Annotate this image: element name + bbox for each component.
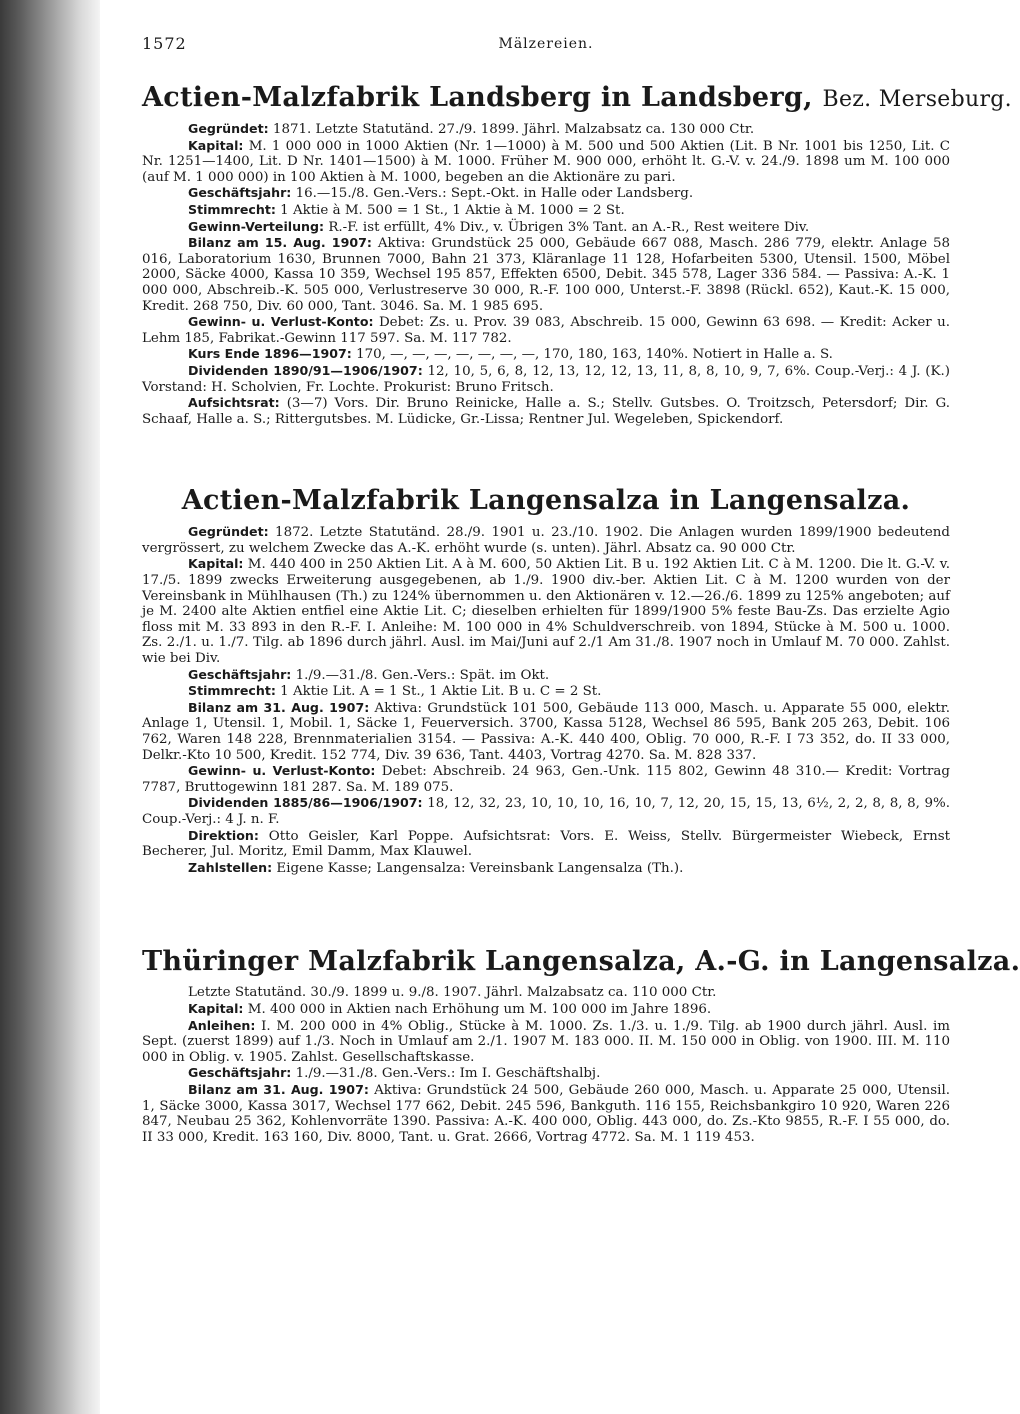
entry-label: Geschäftsjahr:	[188, 666, 292, 682]
entry-paragraph	[142, 235, 950, 314]
entry-label: Aufsichtsrat:	[188, 395, 280, 411]
entry-text: M. 440 400 in 250 Aktien Lit. A à M. 600, 50 Aktien Lit. B u. 192 Aktien Lit. C à M. 1200. Die lt. G.-V. v. 17./5. 1899 zwecks Erweiterung ausgegebenen, ab 1./9. 1900 div.-ber. Aktien Lit. C à M. 1200 wurden von der Vereinsbank in Mühlhausen (Th.) zu 124% übernommen u. den Aktionären v. 12.—26./6. 1899 zu 125% angeboten; auf je M. 2400 alte Aktien entfiel eine Aktie Lit. C; dieselben erhielten für 1899/1900 5% feste Bau-Zs. Das erzielte Agio floss mit M. 33 893 in den R.-F. I. Anleihe: M. 100 000 in 4% Schuldverschreib. von 1894, Stücke à M. 500 u. 1000. Zs. 2./1. u. 1./7. Tilg. ab 1896 durch jährl. Ausl. im Mai/Juni auf 2./1 Am 31./8. 1907 noch in Umlauf M. 70 000. Zahlst. wie bei Div.	[142, 557, 950, 667]
entry-label: Kapital:	[188, 1000, 244, 1016]
entry-text: 170, —, —, —, —, —, —, —, 170, 180, 163, 140%. Notiert in Halle a. S.	[356, 347, 833, 363]
entry-label: Stimmrecht:	[188, 201, 276, 217]
entry-text: R.-F. ist erfüllt, 4% Div., v. Übrigen 3% Tant. an A.-R., Rest weitere Div.	[328, 219, 810, 235]
entry-paragraph	[142, 700, 950, 763]
entry-text: 1 Aktie Lit. A = 1 St., 1 Aktie Lit. B u. C = 2 St.	[280, 684, 602, 700]
entry-paragraph	[142, 795, 950, 827]
section-title	[142, 82, 1012, 113]
entry-paragraph	[142, 363, 950, 395]
section-title-suffix: Bez. Merseburg.	[822, 87, 1012, 112]
entry-label: Bilanz am 31. Aug. 1907:	[188, 1081, 369, 1097]
entry-label: Bilanz am 15. Aug. 1907:	[188, 235, 372, 251]
running-title: Mälzereien.	[498, 36, 594, 52]
section-spacer	[142, 876, 950, 924]
entry-text: Aktiva: Grundstück 101 500, Gebäude 113 000, Masch. u. Apparate 55 000, elektr. Anlage 1, Utensil. 1, Mobil. 1, Säcke 1, Feuerversich. 3700, Kassa 5128, Wechsel 86 595, Bank 205 263, Debit. 106 762, Waren 148 228, Brennmaterialien 3154. — Passiva: A.-K. 440 400, Oblig. 70 000, R.-F. I 73 352, do. II 33 000, Delkr.-Kto 10 500, Kredit. 152 774, Div. 39 636, Tant. 4403, Vortrag 4270. Sa. M. 828 337.	[142, 700, 950, 763]
section-title-text: Actien-Malzfabrik Landsberg in Landsberg,	[142, 82, 813, 113]
entry-text: Letzte Statutänd. 30./9. 1899 u. 9./8. 1907. Jährl. Malzabsatz ca. 110 000 Ctr.	[188, 985, 717, 1001]
entry-paragraph	[142, 395, 950, 427]
company-section	[142, 485, 950, 876]
entry-text: 1./9.—31./8. Gen.-Vers.: Im I. Geschäftshalbj.	[295, 1066, 601, 1082]
entry-label: Gewinn-Verteilung:	[188, 218, 325, 234]
entry-label: Kurs Ende 1896—1907:	[188, 346, 352, 362]
entry-paragraph	[142, 219, 950, 236]
entry-text: M. 1 000 000 in 1000 Aktien (Nr. 1—1000) à M. 500 und 500 Aktien (Lit. B Nr. 1001 bis 1250, Lit. C Nr. 1251—1400, Lit. D Nr. 1401—1500) à M. 1000. Früher M. 900 000, erhöht lt. G.-V. v. 24./9. 1898 um M. 100 000 (auf M. 1 000 000) in 100 Aktien à M. 1000, begeben an die Aktionäre zu pari.	[142, 138, 950, 185]
entry-text: I. M. 200 000 in 4% Oblig., Stücke à M. 1000. Zs. 1./3. u. 1./9. Tilg. ab 1900 durch jährl. Ausl. im Sept. (zuerst 1899) auf 1./3. Noch in Umlauf am 2./1. 1907 M. 183 000. II. M. 150 000 in Oblig. von 1900. III. M. 110 000 in Oblig. v. 1905. Zahlst. Gesellschaftskasse.	[142, 1018, 950, 1065]
entry-label: Kapital:	[188, 137, 244, 153]
section-title-text: Thüringer Malzfabrik Langensalza, A.-G. in Langensalza.	[142, 946, 1020, 978]
entry-paragraph	[142, 138, 950, 186]
entry-text: Debet: Zs. u. Prov. 39 083, Abschreib. 15 000, Gewinn 63 698. — Kredit: Acker u. Lehm 185, Fabrikat.-Gewinn 117 597. Sa. M. 117 782.	[142, 315, 950, 346]
entry-paragraph	[142, 185, 950, 202]
entry-paragraph	[142, 1001, 950, 1018]
section-title	[142, 485, 950, 516]
entry-paragraph	[142, 1082, 950, 1145]
running-head	[142, 30, 950, 60]
entry-label: Gewinn- u. Verlust-Konto:	[188, 314, 374, 330]
sections-container	[142, 82, 1020, 1145]
section-title-text: Actien-Malzfabrik Langensalza in Langensalza.	[181, 485, 911, 517]
entry-label: Gegründet:	[188, 121, 269, 136]
book-gutter-shadow	[0, 0, 100, 1414]
entry-text: 1871. Letzte Statutänd. 27./9. 1899. Jährl. Malzabsatz ca. 130 000 Ctr.	[272, 122, 755, 137]
entry-paragraph	[142, 763, 950, 795]
entry-label: Direktion:	[188, 827, 259, 843]
entry-paragraph	[142, 202, 950, 219]
entry-text: 12, 10, 5, 6, 8, 12, 13, 12, 12, 13, 11, 8, 8, 10, 9, 7, 6%. Coup.-Verj.: 4 J. (K.) Vorstand: H. Scholvien, Fr. Lochte. Prokurist: Bruno Fritsch.	[142, 363, 951, 395]
entry-label: Stimmrecht:	[188, 683, 276, 699]
entry-text: Debet: Abschreib. 24 963, Gen.-Unk. 115 802, Gewinn 48 310.— Kredit: Vortrag 7787, Bruttogewinn 181 287. Sa. M. 189 075.	[142, 764, 950, 795]
entry-label: Anleihen:	[188, 1017, 256, 1033]
entry-label: Dividenden 1890/91—1906/1907:	[188, 362, 423, 378]
page-number: 1572	[142, 34, 187, 53]
entry-paragraph	[142, 524, 950, 556]
entry-paragraph	[142, 667, 950, 684]
section-title	[142, 946, 1020, 978]
company-section	[142, 82, 1012, 427]
entry-paragraph	[142, 860, 950, 877]
entry-paragraph	[142, 985, 950, 1001]
entry-paragraph	[142, 1065, 950, 1082]
entry-label: Gegründet:	[188, 524, 269, 540]
entry-label: Bilanz am 31. Aug. 1907:	[188, 699, 370, 715]
entry-text: Eigene Kasse; Langensalza: Vereinsbank Langensalza (Th.).	[276, 860, 684, 876]
entry-paragraph	[142, 121, 950, 138]
entry-paragraph	[142, 346, 950, 363]
entry-text: 1./9.—31./8. Gen.-Vers.: Spät. im Okt.	[295, 667, 550, 683]
entry-paragraph	[142, 1018, 950, 1066]
entry-label: Geschäftsjahr:	[188, 1065, 292, 1081]
entry-paragraph	[142, 828, 950, 860]
entry-label: Gewinn- u. Verlust-Konto:	[188, 763, 376, 779]
entry-paragraph	[142, 683, 950, 700]
entry-text: (3—7) Vors. Dir. Bruno Reinicke, Halle a. S.; Stellv. Gutsbes. O. Troitzsch, Petersdorf; Dir. G. Schaaf, Halle a. S.; Rittergutsbes. M. Lüdicke, Gr.-Lissa; Rentner Jul. Wegeleben, Spickendorf.	[142, 396, 951, 427]
entry-paragraph	[142, 314, 950, 346]
entry-text: Aktiva: Grundstück 25 000, Gebäude 667 088, Masch. 286 779, elektr. Anlage 58 016, Laboratorium 1630, Brunnen 7000, Bahn 21 373, Kläranlage 11 128, Hofarbeiten 5300, Utensil. 1500, Möbel 2000, Säcke 4000, Kassa 10 359, Wechsel 195 857, Effekten 6500, Debit. 345 578, Lager 336 584. — Passiva: A.-K. 1 000 000, Abschreib.-K. 505 000, Verlustreserve 30 000, R.-F. 100 000, Unterst.-F. 3898 (Rückl. 652), Kaut.-K. 15 000, Kredit. 268 750, Div. 60 000, Tant. 3046. Sa. M. 1 985 695.	[142, 236, 951, 314]
entry-text: M. 400 000 in Aktien nach Erhöhung um M. 100 000 im Jahre 1896.	[247, 1001, 712, 1017]
section-spacer	[142, 427, 950, 463]
entry-text: 16.—15./8. Gen.-Vers.: Sept.-Okt. in Halle oder Landsberg.	[295, 186, 694, 202]
entry-text: 18, 12, 32, 23, 10, 10, 10, 16, 10, 7, 12, 20, 15, 15, 13, 6½, 2, 2, 8, 8, 8, 9%. Coup.-Verj.: 4 J. n. F.	[142, 796, 950, 827]
entry-label: Kapital:	[188, 556, 244, 572]
entry-text: Aktiva: Grundstück 24 500, Gebäude 260 000, Masch. u. Apparate 25 000, Utensil. 1, Säcke 3000, Kassa 3017, Wechsel 177 662, Debit. 245 596, Bankguth. 116 155, Reichsbankgiro 10 920, Waren 226 847, Neubau 25 362, Kohlenvorräte 1390. Passiva: A.-K. 400 000, Oblig. 443 000, do. Zs.-Kto 9855, R.-F. I 55 000, do. II 33 000, Kredit. 163 160, Div. 8000, Tant. u. Grat. 2666, Vortrag 4772. Sa. M. 1 119 453.	[142, 1082, 950, 1145]
entry-label: Zahlstellen:	[188, 859, 273, 875]
entry-text: 1 Aktie à M. 500 = 1 St., 1 Aktie à M. 1000 = 2 St.	[280, 202, 625, 218]
entry-label: Geschäftsjahr:	[188, 185, 292, 201]
entry-text: 1872. Letzte Statutänd. 28./9. 1901 u. 23./10. 1902. Die Anlagen wurden 1899/1900 bedeutend vergrössert, zu welchem Zwecke das A.-K. erhöht wurde (s. unten). Jährl. Absatz ca. 90 000 Ctr.	[142, 525, 950, 556]
entry-paragraph	[142, 556, 950, 666]
entry-label: Dividenden 1885/86—1906/1907:	[188, 795, 423, 811]
entry-text: Otto Geisler, Karl Poppe. Aufsichtsrat: Vors. E. Weiss, Stellv. Bürgermeister Wiebeck, Ernst Becherer, Jul. Moritz, Emil Damm, Max Klauwel.	[142, 828, 950, 860]
page	[142, 30, 1020, 1400]
company-section	[142, 946, 1020, 1145]
